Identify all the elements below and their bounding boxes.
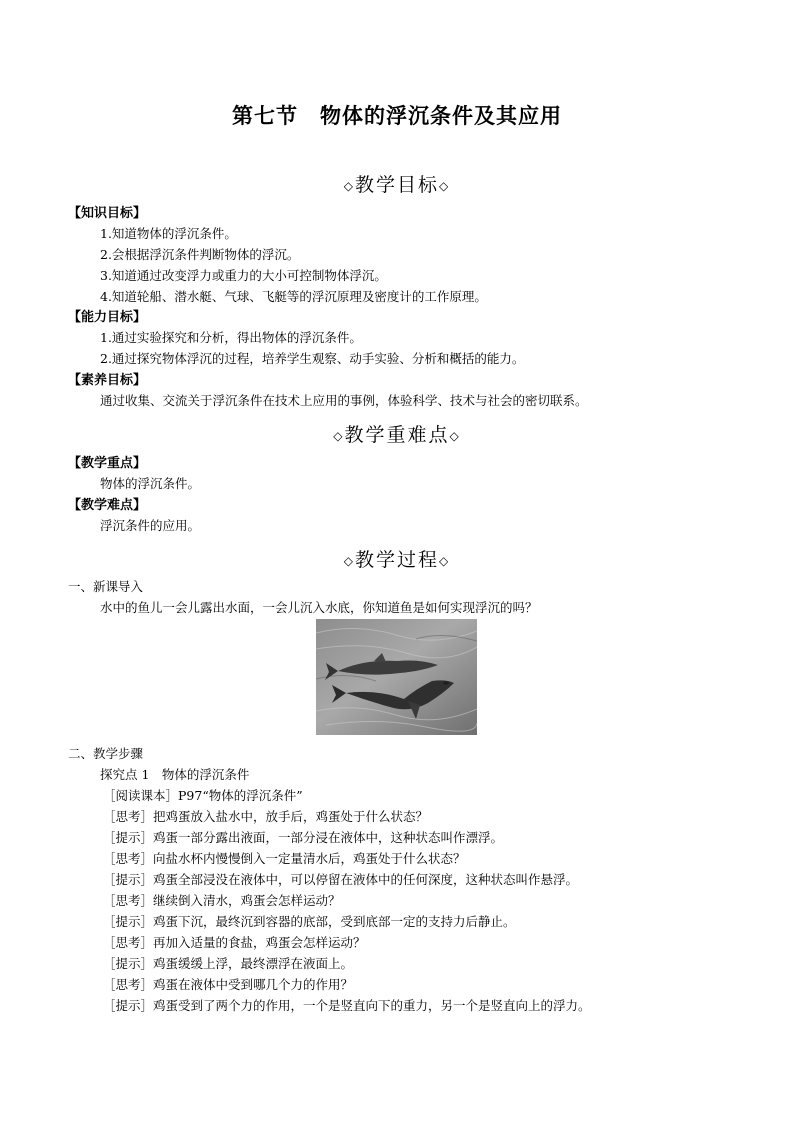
list-item: 物体的浮沉条件。 — [100, 476, 201, 491]
list-item: 通过收集、交流关于浮沉条件在技术上应用的事例，体验科学、技术与社会的密切联系。 — [100, 393, 588, 408]
intro-heading: 一、新课导入 — [68, 579, 144, 594]
list-item: 4.知道轮船、潜水艇、气球、飞艇等的浮沉原理及密度计的工作原理。 — [100, 289, 487, 304]
diamond-icon: ◇ — [439, 179, 451, 193]
list-item: ［提示］鸡蛋缓缓上浮，最终漂浮在液面上。 — [103, 956, 354, 971]
steps-heading: 二、教学步骤 — [68, 746, 144, 761]
diamond-icon: ◇ — [449, 429, 461, 443]
list-item: ［思考］继续倒入清水，鸡蛋会怎样运动？ — [103, 893, 341, 908]
list-item: 2.通过探究物体浮沉的过程，培养学生观察、动手实验、分析和概括的能力。 — [100, 351, 525, 366]
list-item: 1.通过实验探究和分析，得出物体的浮沉条件。 — [100, 330, 362, 345]
diamond-icon: ◇ — [343, 554, 355, 568]
diamond-icon: ◇ — [439, 554, 451, 568]
fish-photo — [316, 619, 477, 735]
lesson-number: 第七节 — [232, 104, 298, 128]
knowledge-label: 【知识目标】 — [68, 206, 147, 221]
list-item: ［阅读课本］P97“物体的浮沉条件” — [103, 788, 303, 803]
intro-text: 水中的鱼儿一会儿露出水面，一会儿沉入水底，你知道鱼是如何实现浮沉的吗？ — [100, 600, 538, 615]
list-item: ［提示］鸡蛋全部浸没在液体中，可以停留在液体中的任何深度，这种状态叫作悬浮。 — [103, 872, 579, 887]
section-key-points — [0, 420, 794, 447]
difficulty-label: 【教学难点】 — [68, 498, 147, 513]
list-item: ［思考］把鸡蛋放入盐水中，放手后，鸡蛋处于什么状态？ — [103, 809, 429, 824]
list-item: 浮沉条件的应用。 — [100, 518, 201, 533]
focus-label: 【教学重点】 — [68, 456, 147, 471]
diamond-icon: ◇ — [333, 429, 345, 443]
page-title — [0, 100, 794, 130]
diamond-icon: ◇ — [343, 179, 355, 193]
section-objectives — [0, 170, 794, 197]
list-item: ［思考］鸡蛋在液体中受到哪几个力的作用？ — [103, 977, 354, 992]
list-item: ［提示］鸡蛋受到了两个力的作用，一个是竖直向下的重力，另一个是竖直向上的浮力。 — [103, 998, 591, 1013]
list-item: ［提示］鸡蛋下沉，最终沉到容器的底部，受到底部一定的支持力后静止。 — [103, 914, 516, 929]
ability-label: 【能力目标】 — [68, 310, 147, 325]
section-process — [0, 545, 794, 572]
list-item: 1.知道物体的浮沉条件。 — [100, 226, 237, 241]
inquiry-point-title: 探究点 1 物体的浮沉条件 — [100, 767, 250, 782]
lesson-topic: 物体的浮沉条件及其应用 — [320, 104, 562, 128]
literacy-label: 【素养目标】 — [68, 373, 147, 388]
section-objectives-title: 教学目标 — [354, 174, 439, 196]
list-item: ［思考］向盐水杯内慢慢倒入一定量清水后，鸡蛋处于什么状态？ — [103, 851, 466, 866]
list-item: ［思考］再加入适量的食盐，鸡蛋会怎样运动？ — [103, 935, 366, 950]
section-key-points-title: 教学重难点 — [344, 424, 450, 446]
fish-picture — [316, 619, 477, 735]
section-process-title: 教学过程 — [354, 549, 439, 571]
list-item: ［提示］鸡蛋一部分露出液面，一部分浸在液体中，这种状态叫作漂浮。 — [103, 830, 504, 845]
list-item: 3.知道通过改变浮力或重力的大小可控制物体浮沉。 — [100, 268, 387, 283]
list-item: 2.会根据浮沉条件判断物体的浮沉。 — [100, 247, 300, 262]
